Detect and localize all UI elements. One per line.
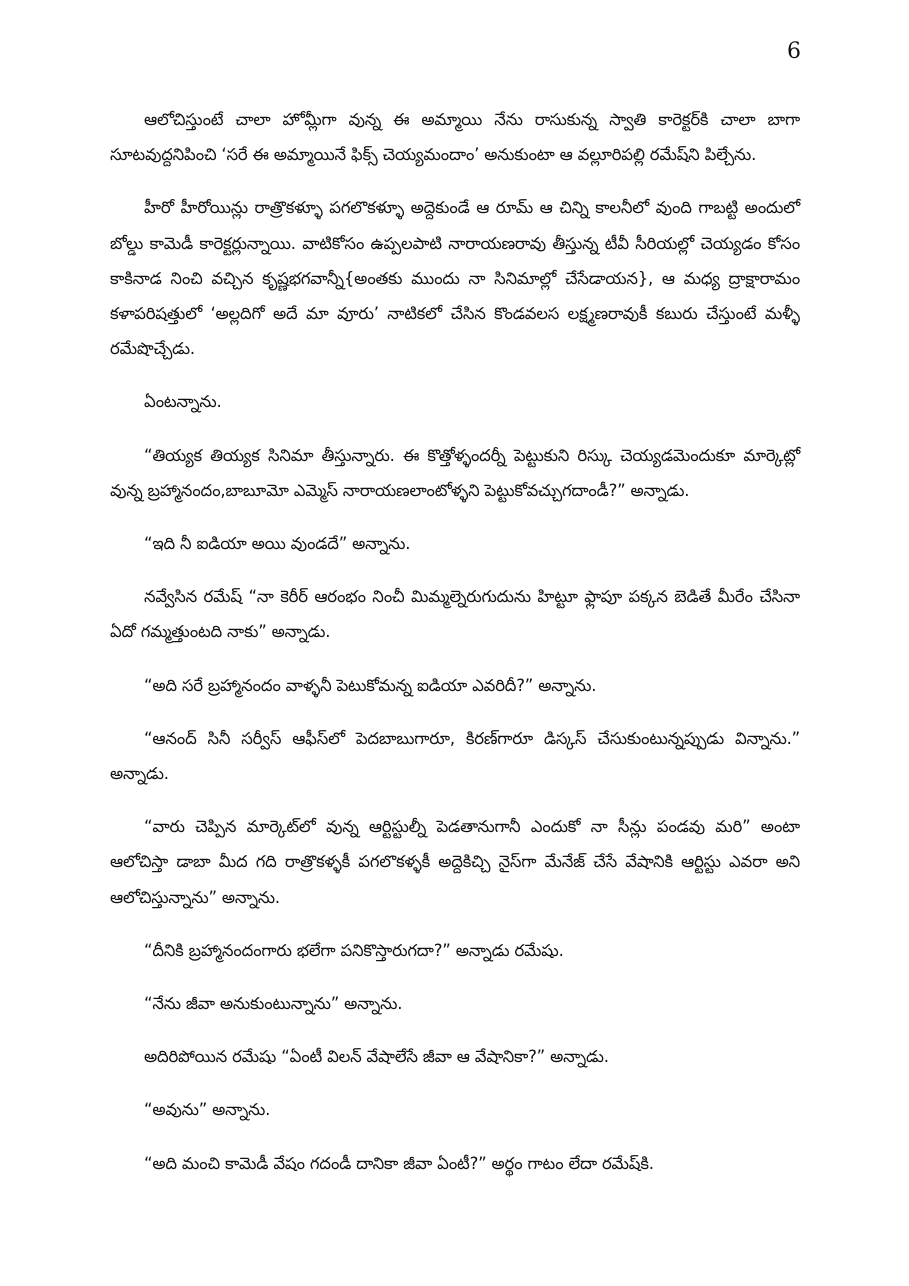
paragraph: “నేను జీవా అనుకుంటున్నాను” అన్నాను. [144,994,403,1014]
paragraph: “అది మంచి కామెడీ వేషం గదండీ దానికా జీవా ఏంటీ?” అర్థం గాటం లేదా రమేష్‌కి. [144,1153,654,1173]
page-body [110,102,800,1199]
paragraph: ఆలోచిస్తుంటే చాలా హోమ్లీగా వున్న ఈ అమ్మాయి నేను రాసుకున్న స్వాతి కారెక్టర్‌కి చాలా బాగా సూటవుద్దనిపించి ‘సరే ఈ అమ్మాయినే ఫిక్స్ చెయ్యమందాం’ అనుకుంటా ఆ వల్లూరిపల్లి రమేష్‌ని పిల్చేను. [110,110,800,165]
page-number: 6 [787,39,801,64]
paragraph: నవ్వేసిన రమేష్ “నా కెరీర్ ఆరంభం నించీ మిమ్మల్నెరుగుదును హిట్టూ ఫ్లాపూ పక్కన బెడితే మీరేం చేసినా ఏదో గమ్మత్తుంటది నాకు” అన్నాడు. [110,587,800,642]
paragraph: హీరో హీరోయిన్లు రాత్రొకళ్ళూ పగలొకళ్ళూ అద్దెకుండే ఆ రూమ్ ఆ చిన్ని కాలనీలో వుంది గాబట్టి అందులో బోల్డు కామెడీ కారెక్టర్లున్నాయి. వాటికోసం ఉప్పలపాటి నారాయణరావు తీస్తున్న టీవీ సీరియల్లో చెయ్యడం కోసం కాకినాడ నించి వచ్చిన కృష్ణభగవాన్నీ{అంతకు ముందు నా సినిమాల్లో చేసేడాయన}, ఆ మధ్య ద్రాక్షారామం కళాపరిషత్తులో ‘అల్లదిగో అదే మా వూరు’ నాటికలో చేసిన కొండవలస లక్ష్మణరావుకీ కబురు చేస్తుంటే మళ్ళీ రమేషొచ్చేడు. [110,198,800,359]
paragraph: “అది సరే బ్రహ్మానందం వాళ్ళనీ పెటుకోమన్న ఐడియా ఎవరిదీ?” అన్నాను. [144,675,597,695]
paragraph: “వారు చెప్పిన మార్కెట్‌లో వున్న ఆర్టిస్టుల్నీ పెడతానుగానీ ఎందుకో నా సీన్లు పండవు మరి” అంటా ఆలోచిస్తా డాబా మీద గది రాత్రొకళ్ళకీ పగలొకళ్ళకీ అద్దెకిచ్చి నైస్‌గా మేనేజ్ చేసే వేషానికి ఆర్టిస్టు ఎవరా అని ఆలోచిస్తున్నాను” అన్నాను. [110,817,800,907]
paragraph: “అవును” అన్నాను. [144,1100,271,1120]
paragraph: ఏంటన్నాను. [144,392,222,412]
paragraph: “ఇది నీ ఐడియా అయి వుండదే” అన్నాను. [144,534,411,554]
paragraph: “దీనికి బ్రహ్మానందంగారు భలేగా పనికొస్తారుగదా?” అన్నాడు రమేషు. [144,940,564,960]
paragraph: అదిరిపోయిన రమేషు “ఏంటీ విలన్ వేషాలేసే జీవా ఆ వేషానికా?” అన్నాడు. [144,1047,609,1067]
paragraph: “తియ్యక తియ్యక సినిమా తీస్తున్నారు. ఈ కొత్తోళ్ళందర్నీ పెట్టుకుని రిస్కు చెయ్యడమెందుకూ మార్కెట్లో వున్న బ్రహ్మానందం,బాబూమో ఎమ్మెస్ నారాయణలాంటోళ్ళని పెట్టుకోవచ్చుగదాండీ?” అన్నాడు. [110,445,800,500]
paragraph: “ఆనంద్ సినీ సర్వీస్ ఆఫీస్‌లో పెదబాబుగారూ, కిరణ్‌గారూ డిస్కస్ చేసుకుంటున్నప్పుడు విన్నాను.” అన్నాడు. [110,728,800,784]
